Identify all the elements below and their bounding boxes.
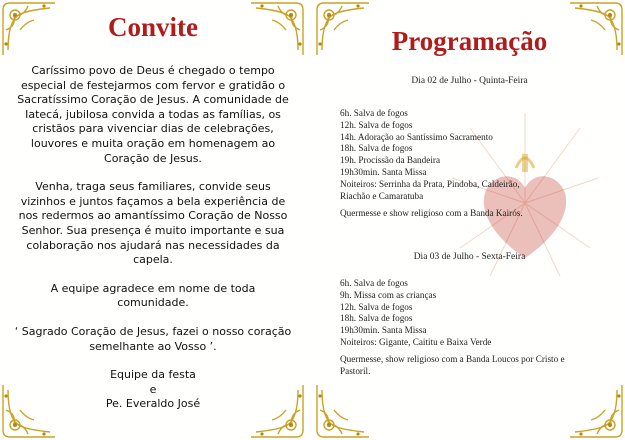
schedule-item: 18h. Salva de fogos xyxy=(340,313,413,324)
convite-paragraph: Caríssimo povo de Deus é chegado o tempo especial de festejarmos com fervor e gratidão o Sacratíssimo Coração de Jesus. A comunidade de Iatecá, jubilosa convida a todas as famílias, os cristãos para vivenciar dias de celebrações, louvores e muita oração em homenagem ao Coração de Jesus. xyxy=(17,64,289,165)
convite-title: Convite xyxy=(108,12,198,42)
schedule-item: 9h. Missa com as crianças xyxy=(340,289,437,300)
day2-schedule xyxy=(340,278,607,349)
panel-divider xyxy=(306,0,314,440)
day2-heading: Dia 03 de Julho - Sexta-Feira xyxy=(413,252,526,262)
convite-paragraph: Venha, traga seus familiares, convide seus vizinhos e juntos façamos a bela experiência de nos redermos ao amantíssimo Coração de Nosso Senhor. Sua presença é muito importante e sua colaboração nos ajudará nas necessidades da capela. xyxy=(18,180,288,267)
schedule-item: 14h. Adoração ao Santíssimo Sacramento xyxy=(340,131,493,142)
convite-body xyxy=(14,64,292,412)
schedule-item: Riachão e Camaratuba xyxy=(340,190,424,201)
schedule-item: 19h. Procissão da Bandeira xyxy=(340,155,441,166)
day1-heading: Dia 02 de Julho - Quinta-Feira xyxy=(411,76,528,86)
schedule-item: 12h. Salva de fogos xyxy=(340,119,413,130)
day1-note: Quermesse e show religioso com a Banda Kairós. xyxy=(340,208,523,218)
schedule-item: 19h30min. Santa Missa xyxy=(340,325,427,336)
programacao-panel xyxy=(314,0,625,440)
schedule-item: 6h. Salva de fogos xyxy=(340,108,408,118)
schedule-item: Noiteiros: Serrinha da Prata, Pindoba, Caldeirão, xyxy=(340,178,520,189)
day1-schedule xyxy=(340,108,607,202)
signature-team: Equipe da festa xyxy=(110,368,196,382)
ornamental-corner-icon xyxy=(567,382,625,440)
schedule-item: Noiteiros: Gigante, Caititu e Baixa Verde xyxy=(340,336,492,347)
ornamental-corner-icon xyxy=(314,382,372,440)
convite-paragraph: ‘ Sagrado Coração de Jesus, fazei o nosso coração semelhante ao Vosso ’. xyxy=(14,324,292,353)
signature-conjunction: e xyxy=(149,382,157,396)
day2-note: Quermesse, show religioso com a Banda Loucos por Cristo e Pastoril. xyxy=(340,354,565,376)
schedule-item: 18h. Salva de fogos xyxy=(340,143,413,154)
schedule-item: 12h. Salva de fogos xyxy=(340,301,413,312)
schedule-item: 6h. Salva de fogos xyxy=(340,278,408,288)
signature-priest: Pe. Everaldo José xyxy=(105,397,201,411)
convite-paragraph: A equipe agradece em nome de toda comunidade. xyxy=(50,281,256,310)
programacao-title: Programação xyxy=(391,26,548,56)
schedule-item: 19h30min. Santa Missa xyxy=(340,166,427,177)
convite-panel xyxy=(0,0,306,440)
